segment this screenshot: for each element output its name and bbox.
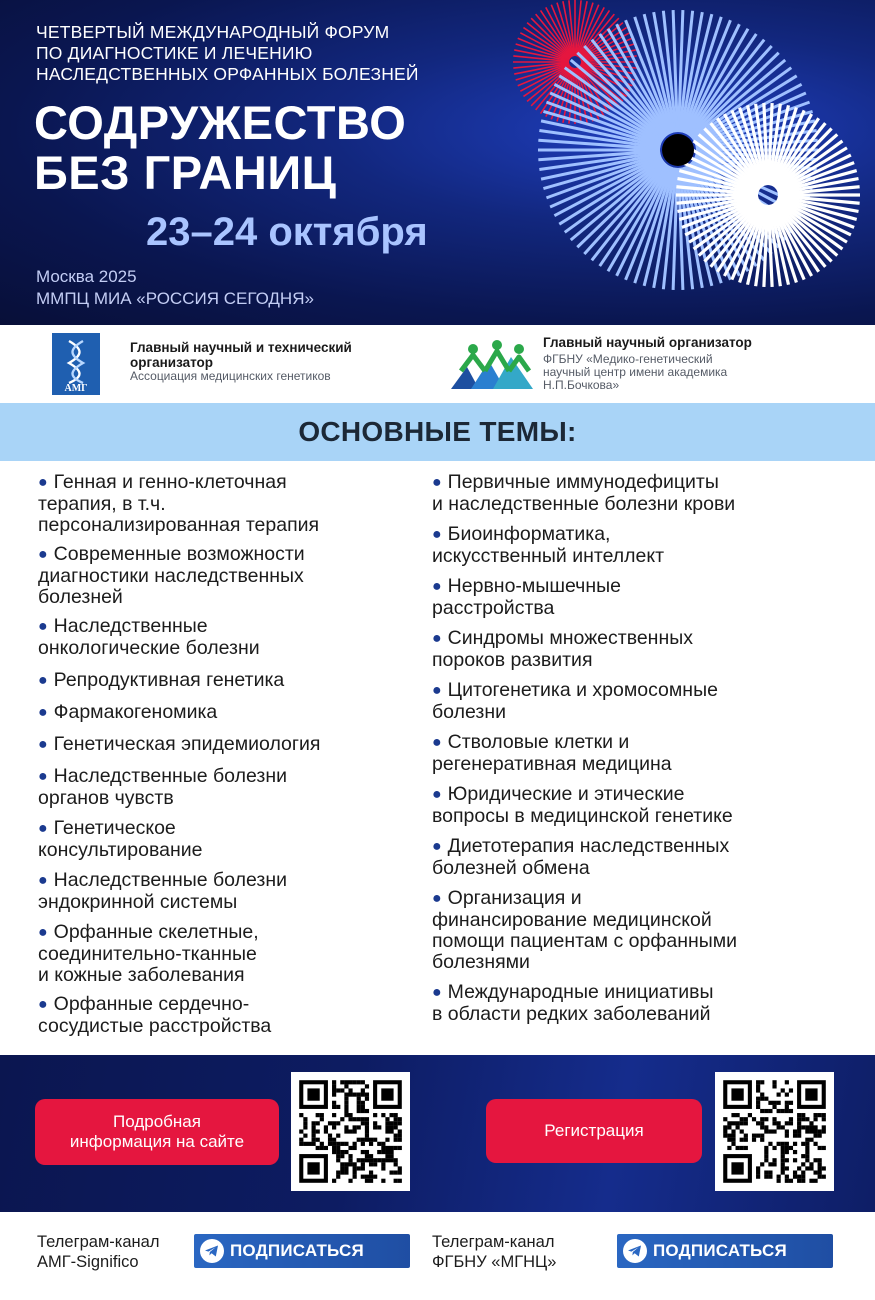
amg-logo-text: АМГ	[64, 383, 88, 394]
topic-text: Нервно-мышечные	[447, 575, 621, 597]
topic-item	[38, 734, 320, 756]
topic-line	[38, 840, 202, 861]
topic-item	[432, 628, 693, 671]
topic-text: и наследственные болезни крови	[432, 493, 736, 515]
topic-text: органов чувств	[38, 787, 174, 809]
topic-text: Первичные иммунодефициты	[447, 471, 719, 493]
topic-line	[432, 732, 672, 754]
topic-text: пороков развития	[432, 649, 593, 671]
topic-line	[38, 587, 305, 608]
subscribe-mgnc-button[interactable]	[617, 1234, 833, 1268]
topic-text: Современные возможности	[53, 543, 305, 565]
website-qr-code[interactable]	[291, 1072, 410, 1191]
topic-text: Юридические и этические	[447, 783, 685, 805]
topic-text: Синдромы множественных	[447, 627, 693, 649]
organizer-name-line: ФГБНУ «Медико-генетический	[543, 352, 713, 366]
links-footer	[0, 1055, 875, 1212]
topic-text: соединительно-тканные	[38, 943, 257, 965]
topic-line	[38, 638, 260, 659]
registration-button[interactable]	[486, 1099, 702, 1163]
topic-line	[432, 680, 718, 702]
main-scientific-organizer	[543, 335, 843, 392]
topic-line	[432, 628, 693, 650]
more-info-button[interactable]	[35, 1099, 279, 1165]
topic-line	[38, 566, 305, 587]
bullet-icon: ●	[432, 578, 442, 595]
forum-name	[36, 22, 536, 85]
telegram-channel-line: АМГ-Significo	[37, 1253, 139, 1271]
topic-text: Диетотерапия наследственных	[447, 835, 730, 857]
topic-text: искусственный интеллект	[432, 545, 665, 567]
telegram-channel-line: ФГБНУ «МГНЦ»	[432, 1253, 557, 1271]
topic-line	[38, 922, 259, 944]
topic-line	[38, 944, 259, 965]
topic-text: Цитогенетика и хромосомные	[447, 679, 718, 701]
topic-line	[432, 754, 672, 775]
bullet-icon: ●	[38, 768, 48, 785]
topic-line	[432, 806, 733, 827]
forum-name-line: НАСЛЕДСТВЕННЫХ ОРФАННЫХ БОЛЕЗНЕЙ	[36, 64, 419, 84]
subscribe-label: ПОДПИСАТЬСЯ	[230, 1241, 364, 1260]
topic-line	[432, 784, 733, 806]
telegram-channel-line: Телеграм-канал	[432, 1233, 555, 1251]
topic-item	[38, 544, 305, 608]
topic-line	[432, 546, 664, 567]
topic-text: расстройства	[432, 597, 555, 619]
topic-text: Международные инициативы	[447, 981, 714, 1003]
topic-text: онкологические болезни	[38, 637, 260, 659]
topic-line	[38, 788, 287, 809]
topic-line	[432, 931, 737, 952]
topic-line	[432, 524, 664, 546]
topic-line	[38, 1016, 271, 1037]
event-place	[36, 266, 314, 310]
topic-text: в области редких заболеваний	[432, 1003, 711, 1025]
topic-line	[38, 702, 217, 724]
registration-qr-code[interactable]	[715, 1072, 834, 1191]
topic-line	[432, 702, 718, 723]
title-line: БЕЗ ГРАНИЦ	[34, 146, 337, 199]
topic-line	[432, 650, 693, 671]
topic-item	[38, 994, 271, 1037]
telegram-icon	[622, 1238, 648, 1264]
organizer-name-line: Н.П.Бочкова»	[543, 378, 620, 392]
telegram-channel-mgnc	[432, 1232, 556, 1272]
topic-text: Организация и	[447, 887, 582, 909]
bullet-icon: ●	[38, 736, 48, 753]
event-dates: 23–24 октября	[146, 210, 428, 254]
page-title	[34, 98, 406, 198]
telegram-icon	[199, 1238, 225, 1264]
more-info-button-line: информация на сайте	[69, 1132, 245, 1151]
topic-text: Наследственные	[53, 615, 208, 637]
topic-text: болезней	[38, 586, 123, 608]
topic-item	[432, 732, 672, 775]
bullet-icon: ●	[432, 984, 442, 1001]
bullet-icon: ●	[432, 526, 442, 543]
topic-text: Стволовые клетки и	[447, 731, 630, 753]
topic-line	[38, 670, 284, 692]
telegram-channel-amg	[37, 1232, 159, 1272]
topic-text: вопросы в медицинской генетике	[432, 805, 733, 827]
bullet-icon: ●	[432, 838, 442, 855]
topic-text: эндокринной системы	[38, 891, 238, 913]
topic-item	[38, 616, 260, 659]
topic-item	[38, 870, 287, 913]
organizer-role-line: организатор	[130, 355, 214, 370]
topic-item	[38, 922, 259, 986]
organizers-strip	[0, 325, 875, 403]
topic-item	[38, 702, 217, 724]
main-scientific-technical-organizer	[130, 340, 430, 383]
organizer-role-line: Главный научный и технический	[130, 340, 352, 355]
topic-text: Орфанные скелетные,	[53, 921, 259, 943]
topic-text: Фармакогеномика	[53, 701, 218, 723]
topic-line	[38, 472, 319, 494]
topic-item	[38, 818, 202, 861]
topic-text: регенеративная медицина	[432, 753, 672, 775]
bullet-icon: ●	[432, 682, 442, 699]
organizer-role	[543, 335, 843, 350]
topic-line	[38, 734, 320, 756]
topic-item	[432, 982, 713, 1025]
topics-heading: ОСНОВНЫЕ ТЕМЫ:	[298, 416, 577, 447]
bullet-icon: ●	[432, 734, 442, 751]
amg-logo	[52, 333, 100, 395]
forum-name-line: ПО ДИАГНОСТИКЕ И ЛЕЧЕНИЮ	[36, 43, 313, 63]
place-venue: ММПЦ МИА «РОССИЯ СЕГОДНЯ»	[36, 289, 314, 308]
topic-text: Генная и генно-клеточная	[53, 471, 287, 493]
topic-text: болезнями	[432, 951, 530, 973]
topic-item	[432, 784, 733, 827]
topic-line	[432, 910, 737, 931]
topic-line	[432, 858, 729, 879]
topic-text: терапия, в т.ч.	[38, 493, 166, 515]
organizer-name	[543, 353, 843, 392]
topic-item	[432, 680, 718, 723]
bullet-icon: ●	[38, 924, 48, 941]
bullet-icon: ●	[38, 996, 48, 1013]
topic-line	[38, 818, 202, 840]
topic-item	[432, 472, 735, 515]
organizer-name-line: Ассоциация медицинских генетиков	[130, 369, 331, 383]
topic-item	[432, 888, 737, 973]
bullet-icon: ●	[38, 618, 48, 635]
topic-text: сосудистые расстройства	[38, 1015, 272, 1037]
organizer-role-line: Главный научный организатор	[543, 335, 752, 350]
topic-item	[38, 670, 284, 692]
subscribe-label: ПОДПИСАТЬСЯ	[653, 1241, 787, 1260]
topic-text: болезни	[432, 701, 506, 723]
topic-line	[432, 1004, 713, 1025]
bullet-icon: ●	[38, 546, 48, 563]
topic-line	[38, 870, 287, 892]
topic-item	[432, 576, 621, 619]
organizer-name-line: научный центр имени академика	[543, 365, 728, 379]
topic-line	[38, 994, 271, 1016]
topic-text: Орфанные сердечно-	[53, 993, 250, 1015]
topic-line	[38, 616, 260, 638]
topic-text: консультирование	[38, 839, 203, 861]
topic-text: Генетическое	[53, 817, 176, 839]
topic-text: Биоинформатика,	[447, 523, 611, 545]
topic-text: болезней обмена	[432, 857, 590, 879]
telegram-row	[0, 1212, 875, 1300]
topic-line	[432, 888, 737, 910]
topic-text: и кожные заболевания	[38, 964, 245, 986]
topic-line	[38, 965, 259, 986]
mgnc-logo	[449, 337, 535, 393]
topic-text: финансирование медицинской	[432, 909, 712, 931]
telegram-channel-line: Телеграм-канал	[37, 1233, 160, 1251]
radial-burst-graphic	[500, 0, 875, 325]
topic-text: Генетическая эпидемиология	[53, 733, 321, 755]
bullet-icon: ●	[38, 872, 48, 889]
bullet-icon: ●	[432, 474, 442, 491]
topic-line	[432, 472, 735, 494]
topic-item	[38, 472, 319, 536]
topic-item	[38, 766, 287, 809]
topic-text: помощи пациентам с орфанными	[432, 930, 738, 952]
topic-text: Наследственные болезни	[53, 869, 287, 891]
topic-line	[38, 544, 305, 566]
topic-line	[432, 952, 737, 973]
bullet-icon: ●	[38, 474, 48, 491]
topic-text: диагностики наследственных	[38, 565, 304, 587]
topic-line	[432, 576, 621, 598]
registration-button-label: Регистрация	[544, 1121, 644, 1140]
topic-text: персонализированная терапия	[38, 514, 320, 536]
header-banner	[0, 0, 875, 325]
bullet-icon: ●	[38, 672, 48, 689]
topic-line	[432, 982, 713, 1004]
topic-line	[38, 494, 319, 515]
topic-item	[432, 836, 729, 879]
topic-text: Репродуктивная генетика	[53, 669, 285, 691]
organizer-role	[130, 340, 430, 370]
bullet-icon: ●	[432, 630, 442, 647]
topic-line	[38, 515, 319, 536]
burst-center-dot	[662, 134, 694, 166]
subscribe-amg-button[interactable]	[194, 1234, 410, 1268]
bullet-icon: ●	[38, 704, 48, 721]
topic-line	[432, 598, 621, 619]
topic-line	[38, 766, 287, 788]
topic-text: Наследственные болезни	[53, 765, 287, 787]
topics-heading-band	[0, 403, 875, 461]
topic-line	[432, 494, 735, 515]
bullet-icon: ●	[38, 820, 48, 837]
more-info-button-line: Подробная	[113, 1112, 201, 1131]
topic-line	[432, 836, 729, 858]
forum-name-line: ЧЕТВЕРТЫЙ МЕЖДУНАРОДНЫЙ ФОРУМ	[36, 22, 390, 42]
title-line: СОДРУЖЕСТВО	[34, 96, 407, 149]
place-city: Москва 2025	[36, 267, 137, 286]
topic-line	[38, 892, 287, 913]
bullet-icon: ●	[432, 786, 442, 803]
topic-item	[432, 524, 664, 567]
bullet-icon: ●	[432, 890, 442, 907]
organizer-name	[130, 370, 430, 383]
